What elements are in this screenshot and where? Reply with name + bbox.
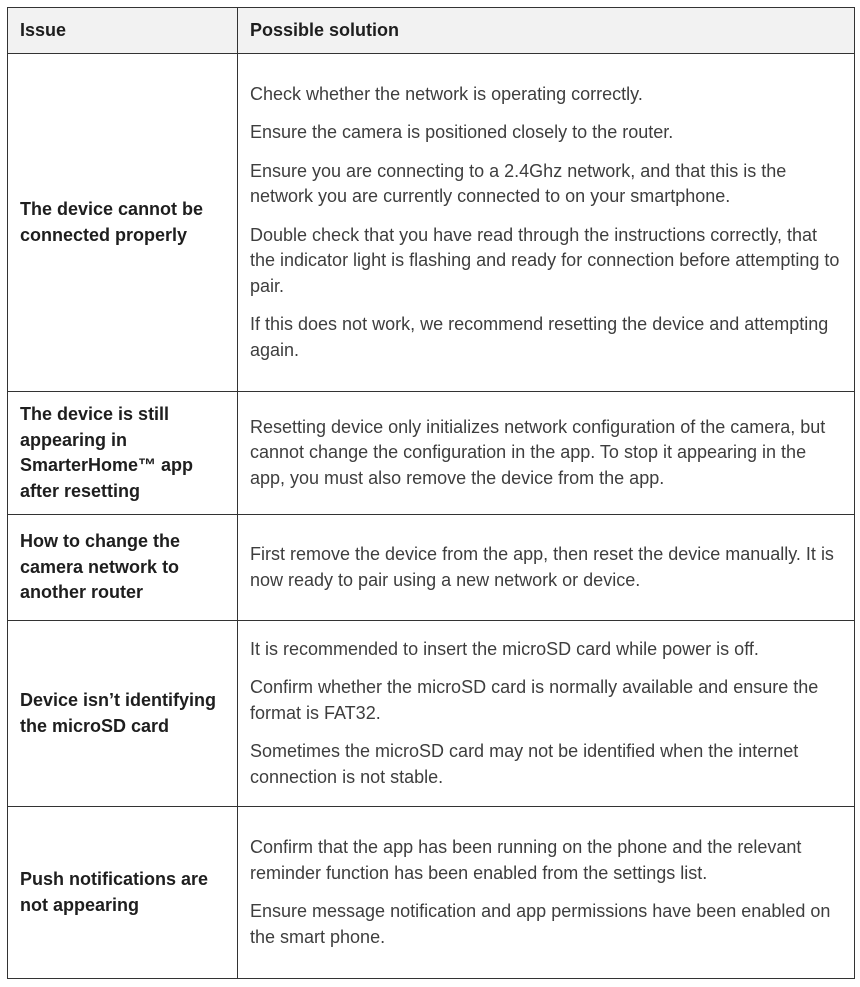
table-row bbox=[8, 515, 855, 621]
issue-cell: The device is still appearing in SmarterHome™ app after resetting bbox=[8, 392, 238, 515]
issue-column-header: Issue bbox=[8, 8, 238, 54]
solution-text: Resetting device only initializes network configuration of the camera, but cannot change the configuration in the app. To stop it appearing in the app, you must also remove the device from the app. bbox=[250, 416, 826, 488]
solution-cell bbox=[238, 807, 855, 979]
table-header-row bbox=[8, 8, 855, 54]
solution-text: Sometimes the microSD card may not be identified when the internet connection is not stable. bbox=[250, 741, 799, 787]
solution-text: Confirm that the app has been running on the phone and the relevant reminder function has been enabled from the settings list. bbox=[250, 837, 802, 883]
solution-text: It is recommended to insert the microSD card while power is off. bbox=[250, 638, 759, 659]
solution-text: Check whether the network is operating correctly. bbox=[250, 83, 643, 104]
solution-text: Ensure the camera is positioned closely to the router. bbox=[250, 122, 674, 143]
issue-cell: Device isn’t identifying the microSD card bbox=[8, 621, 238, 807]
table-row bbox=[8, 392, 855, 515]
solution-text: First remove the device from the app, then reset the device manually. It is now ready to pair using a new network or device. bbox=[250, 544, 834, 590]
issue-cell: The device cannot be connected properly bbox=[8, 54, 238, 392]
solution-cell bbox=[238, 621, 855, 807]
solution-cell bbox=[238, 392, 855, 515]
solution-column-header: Possible solution bbox=[238, 8, 855, 54]
solution-cell bbox=[238, 54, 855, 392]
solution-text: If this does not work, we recommend resetting the device and attempting again. bbox=[250, 314, 829, 360]
solution-text: Double check that you have read through the instructions correctly, that the indicator light is flashing and ready for connection before attempting to pair. bbox=[250, 224, 840, 296]
issue-cell: Push notifications are not appearing bbox=[8, 807, 238, 979]
table-row bbox=[8, 54, 855, 392]
issue-cell: How to change the camera network to another router bbox=[8, 515, 238, 621]
solution-text: Ensure you are connecting to a 2.4Ghz network, and that this is the network you are currently connected to on your smartphone. bbox=[250, 160, 787, 207]
troubleshooting-table bbox=[7, 7, 855, 979]
solution-text: Ensure message notification and app permissions have been enabled on the smart phone. bbox=[250, 901, 831, 947]
solution-cell bbox=[238, 515, 855, 621]
table-row bbox=[8, 807, 855, 979]
solution-text: Confirm whether the microSD card is normally available and ensure the format is FAT32. bbox=[250, 677, 819, 723]
table-row bbox=[8, 621, 855, 807]
